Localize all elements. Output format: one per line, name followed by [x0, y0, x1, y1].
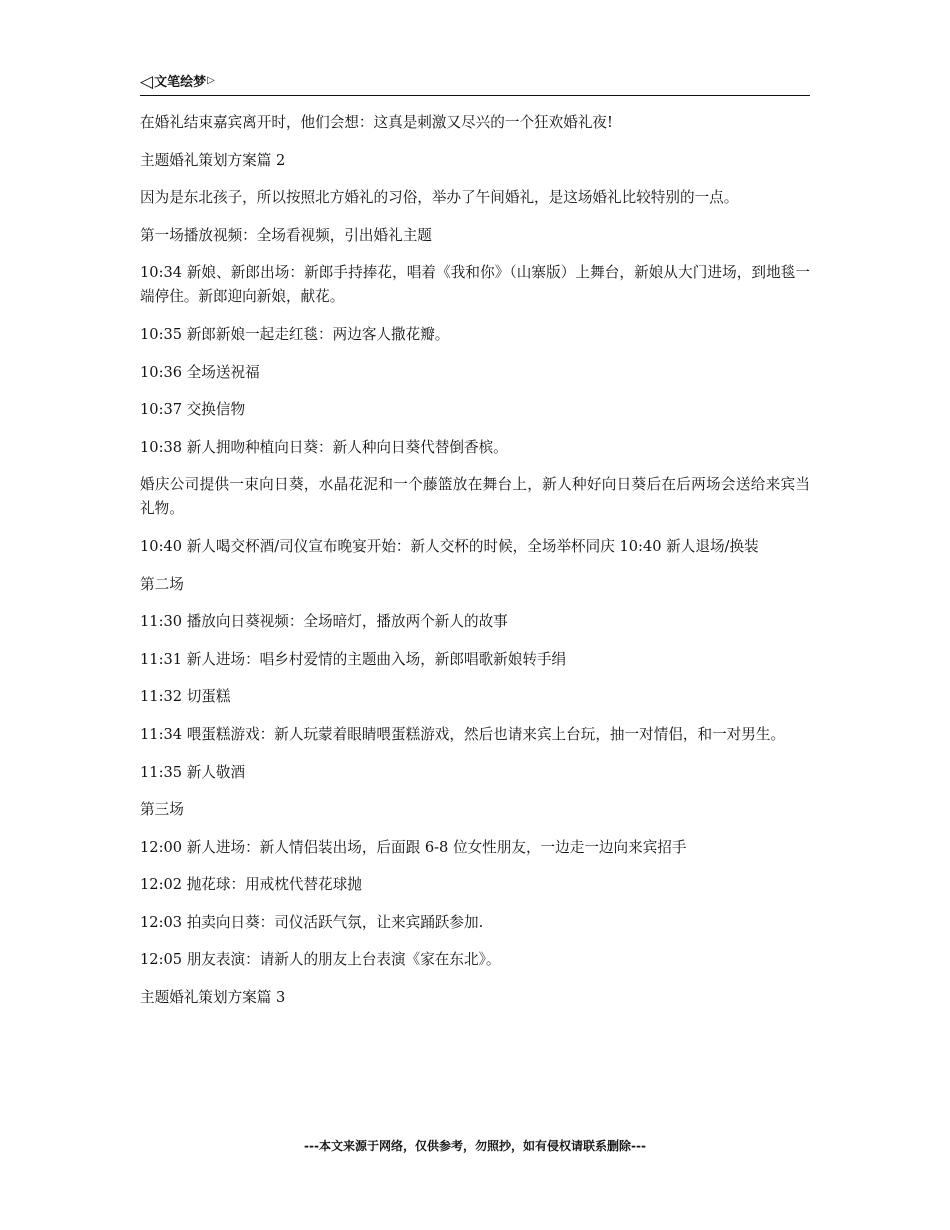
- paragraph: 12:05 朋友表演：请新人的朋友上台表演《家在东北》。: [140, 951, 501, 969]
- left-triangle-icon: ◁: [140, 72, 154, 92]
- right-triangle-icon: ▷: [207, 75, 215, 86]
- document-body: [140, 111, 810, 1024]
- section-title: 第二场: [140, 575, 184, 593]
- section-title: 主题婚礼策划方案篇 3: [140, 989, 286, 1007]
- paragraph: 10:40 新人喝交杯酒/司仪宣布晚宴开始：新人交杯的时候，全场举杯同庆 10:40 新人退场/换装: [140, 537, 759, 555]
- brand-name: 文笔绘梦: [154, 75, 207, 90]
- paragraph: 10:36 全场送祝福: [140, 363, 260, 381]
- paragraph: 第一场播放视频：全场看视频，引出婚礼主题: [140, 226, 432, 244]
- paragraph: 10:34 新娘、新郎出场：新郎手持捧花，唱着《我和你》（山寨版）上舞台，新娘从大门进场，到地毯一端停住。新郎迎向新娘，献花。: [140, 264, 810, 306]
- paragraph: 10:35 新郎新娘一起走红毯：两边客人撒花瓣。: [140, 325, 450, 343]
- paragraph: 11:30 播放向日葵视频：全场暗灯，播放两个新人的故事: [140, 613, 508, 631]
- paragraph: 婚庆公司提供一束向日葵，水晶花泥和一个藤篮放在舞台上，新人种好向日葵后在后两场会送给来宾当礼物。: [140, 476, 810, 518]
- section-title: 第三场: [140, 801, 184, 819]
- paragraph: 10:37 交换信物: [140, 401, 246, 419]
- paragraph: 10:38 新人拥吻种植向日葵：新人种向日葵代替倒香槟。: [140, 438, 508, 456]
- paragraph: 11:32 切蛋糕: [140, 688, 231, 706]
- section-title: 主题婚礼策划方案篇 2: [140, 151, 286, 169]
- paragraph: 12:02 抛花球：用戒枕代替花球抛: [140, 876, 362, 894]
- paragraph: 11:31 新人进场：唱乡村爱情的主题曲入场，新郎唱歌新娘转手绢: [140, 650, 567, 668]
- paragraph: 11:35 新人敬酒: [140, 763, 246, 781]
- footer-disclaimer: ---本文来源于网络，仅供参考，勿照抄，如有侵权请联系删除---: [304, 1139, 646, 1153]
- paragraph: 因为是东北孩子，所以按照北方婚礼的习俗，举办了午间婚礼，是这场婚礼比较特别的一点。: [140, 189, 739, 207]
- paragraph: 12:03 拍卖向日葵：司仪活跃气氛，让来宾踊跃参加.: [140, 913, 484, 931]
- page-header: [140, 70, 810, 96]
- paragraph: 在婚礼结束嘉宾离开时，他们会想：这真是刺激又尽兴的一个狂欢婚礼夜!: [140, 114, 613, 131]
- paragraph: 12:00 新人进场：新人情侣装出场，后面跟 6-8 位女性朋友，一边走一边向来宾招手: [140, 838, 687, 856]
- paragraph: 11:34 喂蛋糕游戏：新人玩蒙着眼睛喂蛋糕游戏，然后也请来宾上台玩，抽一对情侣，和一对男生。: [140, 725, 786, 743]
